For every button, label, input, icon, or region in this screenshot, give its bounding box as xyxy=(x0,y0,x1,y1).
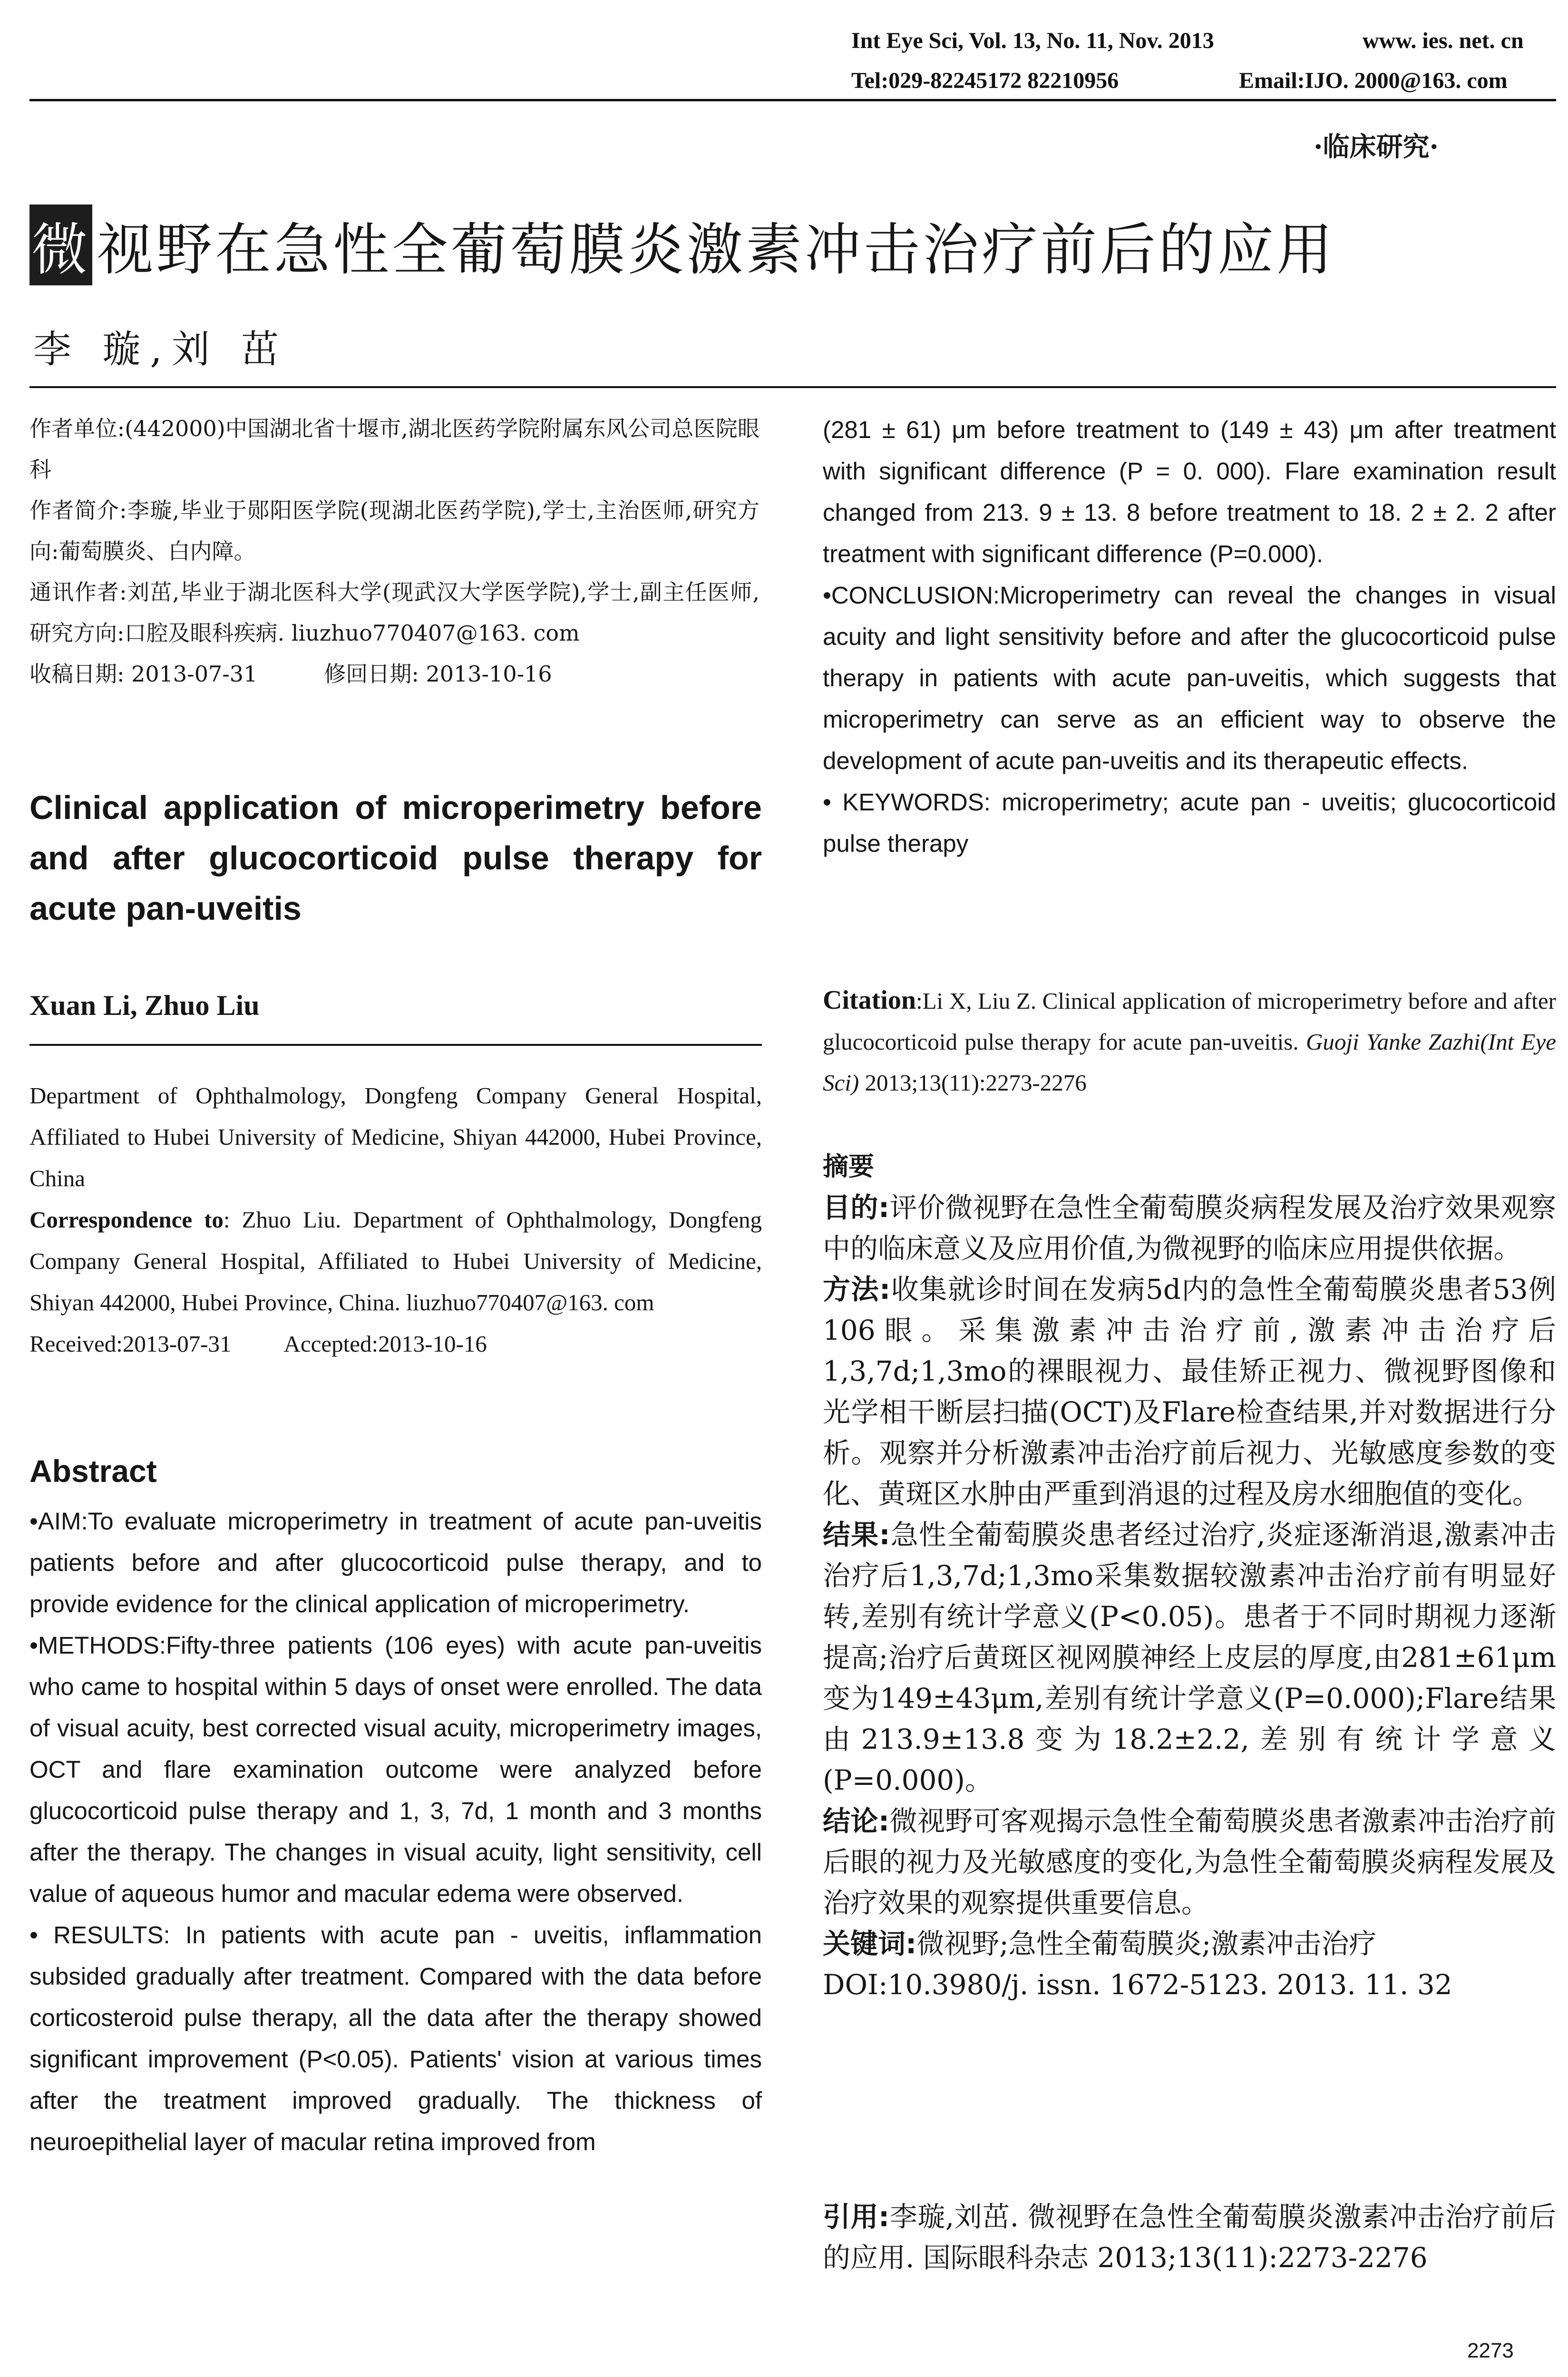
author-intro: 作者简介:李璇,毕业于郧阳医学院(现湖北医药学院),学士,主治医师,研究方向:葡萄膜炎、白内障。 xyxy=(29,497,760,564)
abstract-heading: Abstract xyxy=(29,1453,157,1489)
journal-line: Int Eye Sci, Vol. 13, No. 11, Nov. 2013 xyxy=(851,28,1214,53)
correspondence-en xyxy=(29,1199,762,1323)
abstract-en-right xyxy=(823,409,1556,864)
page-title-en: Clinical application of microperimetry before and after glucocorticoid pulse therapy for acute pan-uveitis xyxy=(29,789,762,927)
author-correspondence: 通讯作者:刘茁,毕业于湖北医科大学(现武汉大学医学院),学士,副主任医师,研究方向:口腔及眼科疾病. liuzhuo770407@163. com xyxy=(29,579,760,646)
abstract-zh xyxy=(823,1146,1556,2005)
abstract-methods: •METHODS:Fifty-three patients (106 eyes) with acute pan-uveitis who came to hospital within 5 days of onset were enrolled. The data of visual acuity, best corrected visual acuity, microperimetry images, OCT and flare examination outcome were analyzed before glucocorticoid pulse therapy and 1, 3, 7d, 1 month and 3 months after the therapy. The changes in visual acuity, light sensitivity, cell value of aqueous humor and macular edema were observed. xyxy=(29,1632,762,1907)
accepted-en: Accepted:2013-10-16 xyxy=(283,1331,487,1357)
results-text-zh: 急性全葡萄膜炎患者经过治疗,炎症逐渐消退,激素冲击治疗后1,3,7d;1,3mo采集数据较激素冲击治疗前有明显好转,差别有统计学意义(P<0.05)。患者于不同时期视力逐渐提高;治疗后黄斑区视网膜神经上皮层的厚度,由281±61μm变为149±43μm,差别有统计学意义(P=0.000);Flare结果由213.9±13.8变为18.2±2.2,差别有统计学意义(P=0.000)。 xyxy=(823,1519,1556,1796)
journal-website[interactable]: www. ies. net. cn xyxy=(1363,28,1524,53)
abstract-aim: •AIM:To evaluate microperimetry in treatment of acute pan-uveitis patients before and after glucocorticoid pulse therapy, and to provide evidence for the clinical application of microperimetry. xyxy=(29,1508,762,1617)
title-rule xyxy=(29,386,1556,388)
journal-tel: Tel:029-82245172 82210956 xyxy=(851,68,1119,93)
aim-label-zh: 目的: xyxy=(823,1191,890,1224)
abstract-en-left xyxy=(29,1500,762,2163)
citation-text-zh: 李璇,刘茁. 微视野在急性全葡萄膜炎激素冲击治疗前后的应用. 国际眼科杂志 2013;13(11):2273-2276 xyxy=(823,2201,1557,2274)
page-number: 2273 xyxy=(1467,2339,1514,2362)
authors-rule xyxy=(29,1044,762,1046)
aim-text-zh: 评价微视野在急性全葡萄膜炎病程发展及治疗效果观察中的临床意义及应用价值,为微视野的临床应用提供依据。 xyxy=(823,1191,1556,1265)
conclusion-label-zh: 结论: xyxy=(823,1805,890,1837)
citation-label-zh: 引用: xyxy=(823,2201,890,2233)
abstract-zh-keywords xyxy=(823,1923,1556,1964)
conclusion-text-zh: 微视野可客观揭示急性全葡萄膜炎患者激素冲击治疗前后眼的视力及光敏感度的变化,为急性全葡萄膜炎病程发展及治疗效果的观察提供重要信息。 xyxy=(823,1805,1556,1919)
abstract-results-2: (281 ± 61) μm before treatment to (149 ± 43) μm after treatment with significant difference (P = 0. 000). Flare examination result changed from 213. 9 ± 13. 8 before treatment to 18. 2 ± 2. 2 after treatment with significant difference (P=0.000). xyxy=(823,416,1556,567)
correspondence-text: : Zhuo Liu. Department of Ophthalmology, Dongfeng Company General Hospital, Affiliated to Hubei University of Medicine, Shiyan 442000, Hubei Province, China. liuzhuo770407@163. com xyxy=(29,1207,762,1315)
abstract-zh-aim xyxy=(823,1187,1556,1269)
correspondence-label: Correspondence to xyxy=(29,1207,224,1233)
results-label-zh: 结果: xyxy=(823,1519,890,1551)
citation-tail: 2013;13(11):2273-2276 xyxy=(859,1070,1087,1096)
citation-zh xyxy=(823,2196,1556,2278)
header-rule xyxy=(29,99,1556,101)
authors-zh: 李 璇,刘 茁 xyxy=(33,327,289,371)
abstract-zh-heading: 摘要 xyxy=(823,1151,874,1181)
doi[interactable]: DOI:10.3980/j. issn. 1672-5123. 2013. 11. 32 xyxy=(823,1968,1452,2001)
abstract-conclusion: •CONCLUSION:Microperimetry can reveal the changes in visual acuity and light sensitivity before and after the glucocorticoid pulse therapy in patients with acute pan-uveitis, which suggests that microperimetry can serve as an efficient way to observe the development of acute pan-uveitis and its therapeutic effects. xyxy=(823,582,1556,774)
title-first-char: 微 xyxy=(29,205,92,285)
methods-text-zh: 收集就诊时间在发病5d内的急性全葡萄膜炎患者53例106眼。采集激素冲击治疗前,激素冲击治疗后1,3,7d;1,3mo的裸眼视力、最佳矫正视力、微视野图像和光学相干断层扫描(OCT)及Flare检查结果,并对数据进行分析。观察并分析激素冲击治疗前后视力、光敏感度参数的变化、黄斑区水肿由严重到消退的过程及房水细胞值的变化。 xyxy=(823,1273,1556,1510)
abstract-zh-conclusion xyxy=(823,1801,1556,1923)
citation-label: Citation xyxy=(823,985,916,1015)
keywords-label-zh: 关键词: xyxy=(823,1928,917,1960)
dates-en xyxy=(29,1323,762,1364)
section-tag: ·临床研究· xyxy=(1314,131,1439,163)
abstract-zh-methods xyxy=(823,1269,1556,1514)
affiliation-en xyxy=(29,1075,762,1364)
dates-zh xyxy=(29,653,760,694)
journal-email[interactable]: Email:IJO. 2000@163. com xyxy=(1239,68,1508,93)
citation-journal: Guoji Yanke Zazhi(Int Eye Sci) xyxy=(823,1029,1556,1096)
received-en: Received:2013-07-31 xyxy=(29,1331,232,1357)
keywords-text-zh: 微视野;急性全葡萄膜炎;激素冲击治疗 xyxy=(916,1928,1377,1960)
abstract-zh-results xyxy=(823,1514,1556,1801)
received-zh: 收稿日期: 2013-07-31 xyxy=(29,661,258,687)
title-rest: 视野在急性全葡萄膜炎激素冲击治疗前后的应用 xyxy=(97,217,1336,283)
author-unit: 作者单位:(442000)中国湖北省十堰市,湖北医药学院附属东风公司总医院眼科 xyxy=(29,416,760,482)
revised-zh: 修回日期: 2013-10-16 xyxy=(324,661,552,687)
author-info-zh xyxy=(29,408,760,694)
authors-en: Xuan Li, Zhuo Liu xyxy=(29,990,260,1021)
abstract-keywords: • KEYWORDS: microperimetry; acute pan - uveitis; glucocorticoid pulse therapy xyxy=(823,789,1556,857)
citation-en xyxy=(823,980,1556,1103)
page-title-zh xyxy=(29,205,1335,285)
citation-text: :Li X, Liu Z. Clinical application of microperimetry before and after glucocorticoid pulse therapy for acute pan-uveitis. xyxy=(823,988,1556,1055)
department-en: Department of Ophthalmology, Dongfeng Company General Hospital, Affiliated to Hubei University of Medicine, Shiyan 442000, Hubei Province, China xyxy=(29,1082,762,1191)
methods-label-zh: 方法: xyxy=(823,1273,891,1305)
abstract-results-1: • RESULTS: In patients with acute pan - uveitis, inflammation subsided gradually after treatment. Compared with the data before corticosteroid pulse therapy, all the data after the therapy showed significant improvement (P<0.05). Patients' vision at various times after the treatment improved gradually. The thickness of neuroepithelial layer of macular retina improved from xyxy=(29,1921,762,2155)
